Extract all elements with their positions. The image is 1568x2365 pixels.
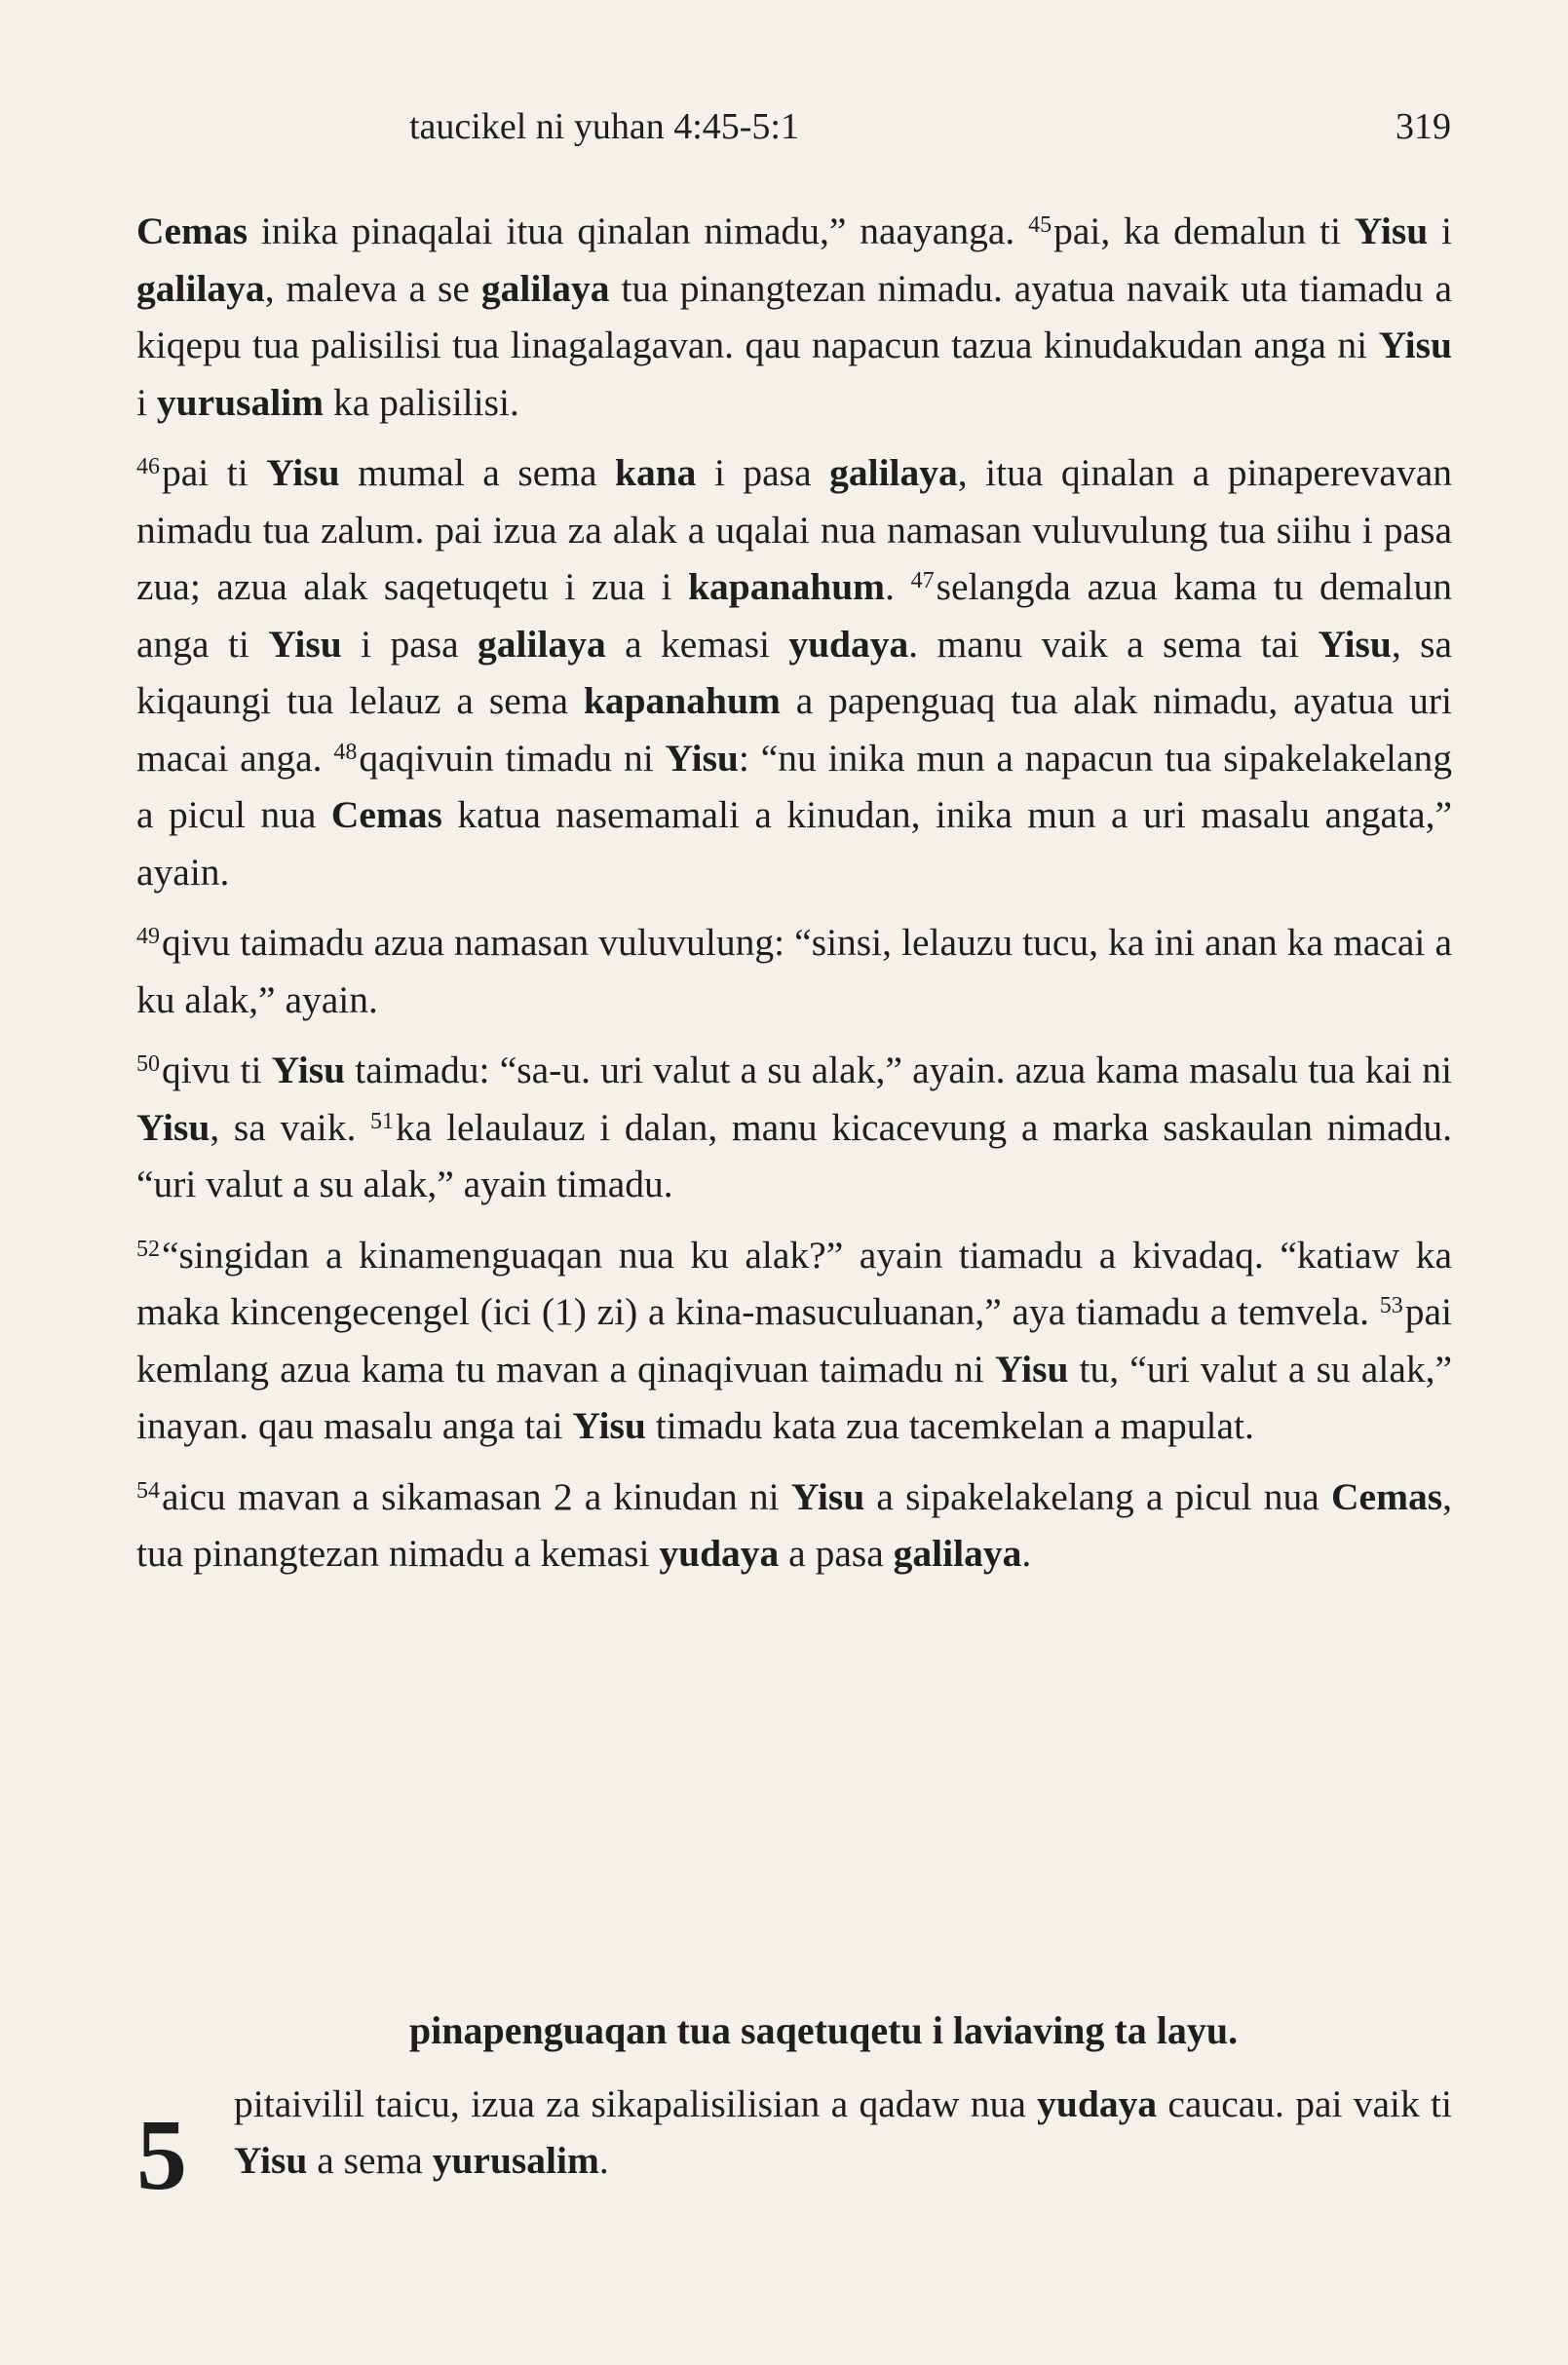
chapter-5-opening [136,2076,1452,2211]
chapter-number: 5 [136,2099,187,2211]
paragraph: $^{54}$aicu mavan a sikamasan 2 a kinudan ni Yisu a sipakelakelang a picul nua Cemas, tua pinangtezan nimadu a kemasi yudaya a pasa galilaya. [136,1474,1452,1575]
section-heading: pinapenguaqan tua saqetuqetu i laviaving ta layu. [408,2008,1239,2052]
page-number: 319 [1396,106,1451,147]
running-header [136,97,1451,156]
paragraph: $^{50}$qivu ti Yisu taimadu: “sa-u. uri valut a su alak,” ayain. azua kama masalu tua kai ni Yisu, sa vaik. $^{51}$ka lelaulauz i dalan, manu kicacevung a marka saskaulan nimadu. “uri valut a su alak,” ayain timadu. [136,1049,1452,1205]
paragraph: $^{52}$“singidan a kinamenguaqan nua ku alak?” ayain tiamadu a kivadaq. “katiaw ka maka kincengecengel (ici (1) zi) a kina-masuculuanan,” aya tiamadu a temvela. $^{53}$pai kemlang azua kama tu mavan a qinaqivuan taimadu ni Yisu tu, “uri valut a su alak,” inayan. qau masalu anga tai Yisu timadu kata zua tacemkelan a mapulat. [136,1233,1453,1447]
chapter-text: pitaivilil taicu, izua za sikapalisilisian a qadaw nua yudaya caucau. pai vaik ti Yisu a sema yurusalim. [234,2082,1452,2182]
paragraph: $^{46}$pai ti Yisu mumal a sema kana i pasa galilaya, itua qinalan a pinaperevavan nimadu tua zalum. pai izua za alak a uqalai nua namasan vuluvulung tua siihu i pasa zua; azua alak saqetuqetu i zua i kapanahum. $^{47}$selangda azua kama tu demalun anga ti Yisu i pasa galilaya a kemasi yudaya. manu vaik a sema tai Yisu, sa kiqaungi tua lelauz a sema kapanahum a papenguaq tua alak nimadu, ayatua uri macai anga. $^{48}$qaqivuin timadu ni Yisu: “nu inika mun a napacun tua sipakelakelang a picul nua Cemas katua nasemamali a kinudan, inika mun a uri masalu angata,” ayain. [136,451,1453,894]
paragraph: $^{49}$qivu taimadu azua namasan vuluvulung: “sinsi, lelauzu tucu, ka ini anan ka macai a ku alak,” ayain. [136,921,1452,1021]
running-title: taucikel ni yuhan 4:45-5:1 [409,106,799,147]
scripture-text [136,203,1452,1596]
paragraph: Cemas inika pinaqalai itua qinalan nimadu,” naayanga. $^{45}$pai, ka demalun ti Yisu i galilaya, maleva a se galilaya tua pinangtezan nimadu. ayatua navaik uta tiamadu a kiqepu tua palisilisi tua linagalagavan. qau napacun tazua kinudakudan anga ni Yisu i yurusalim ka palisilisi. [136,210,1452,424]
